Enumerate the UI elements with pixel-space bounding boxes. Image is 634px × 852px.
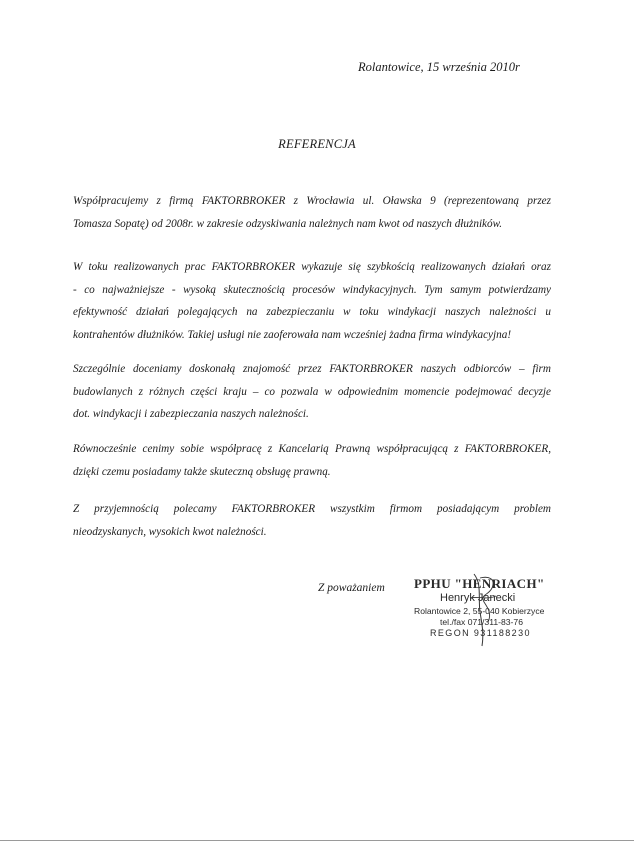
paragraph xyxy=(73,358,551,426)
handwritten-signature xyxy=(462,568,522,650)
paragraph-line: Szczególnie doceniamy doskonałą znajomość przez FAKTORBROKER naszych odbiorców – firm xyxy=(73,363,551,375)
paragraph xyxy=(73,190,551,235)
document-title: REFERENCJA xyxy=(278,137,356,151)
paragraph xyxy=(73,438,551,483)
place-date: Rolantowice, 15 września 2010r xyxy=(358,60,520,74)
closing-salutation: Z poważaniem xyxy=(318,582,385,594)
paragraph-line: Z przyjemnością polecamy FAKTORBROKER wszystkim firmom posiadającym problem xyxy=(73,503,551,515)
paragraph xyxy=(73,498,551,543)
stamp-company-name: PPHU "HENRIACH" xyxy=(414,576,545,591)
page-bottom-divider xyxy=(0,840,634,841)
paragraph-line: Współpracujemy z firmą FAKTORBROKER z Wrocławia ul. Oławska 9 (reprezentowaną przez xyxy=(73,195,551,207)
paragraph xyxy=(73,256,551,346)
paragraph-line: Równocześnie cenimy sobie współpracę z Kancelarią Prawną współpracującą z FAKTORBROKER, xyxy=(73,443,551,455)
paragraph-line: budowlanych z różnych części kraju – co pozwala w odpowiednim momencie podejmować decyzje xyxy=(73,385,551,398)
paragraph-line: Tomasza Sopatę) od 2008r. w zakresie odzyskiwania należnych nam kwot od naszych dłużników. xyxy=(73,217,503,230)
paragraph-line: - co najważniejsze - wysoką skutecznością procesów windykacyjnych. Tym samym potwierdzamy xyxy=(73,283,551,296)
stamp-person-name: Henryk Janecki xyxy=(440,592,516,604)
paragraph-line: dot. windykacji i zabezpieczania naszych należności. xyxy=(73,408,309,420)
paragraph-line: nieodzyskanych, wysokich kwot należności. xyxy=(73,525,267,538)
paragraph-line: kontrahentów dłużników. Takiej usługi nie zaoferowała nam wcześniej żadna firma windykacyjna! xyxy=(73,328,512,341)
paragraph-line: dzięki czemu posiadamy także skuteczną obsługę prawną. xyxy=(73,465,331,478)
stamp-address: Rolantowice 2, 55-040 Kobierzyce xyxy=(414,606,545,616)
paragraph-line: efektywność działań polegających na zabezpieczaniu w toku windykacji naszych należności u xyxy=(73,306,551,318)
stamp-regon: REGON 931188230 xyxy=(430,628,531,638)
paragraph-line: W toku realizowanych prac FAKTORBROKER wykazuje się szybkością realizowanych działań oraz xyxy=(73,261,551,273)
stamp-phone: tel./fax 071/311-83-76 xyxy=(440,617,523,627)
